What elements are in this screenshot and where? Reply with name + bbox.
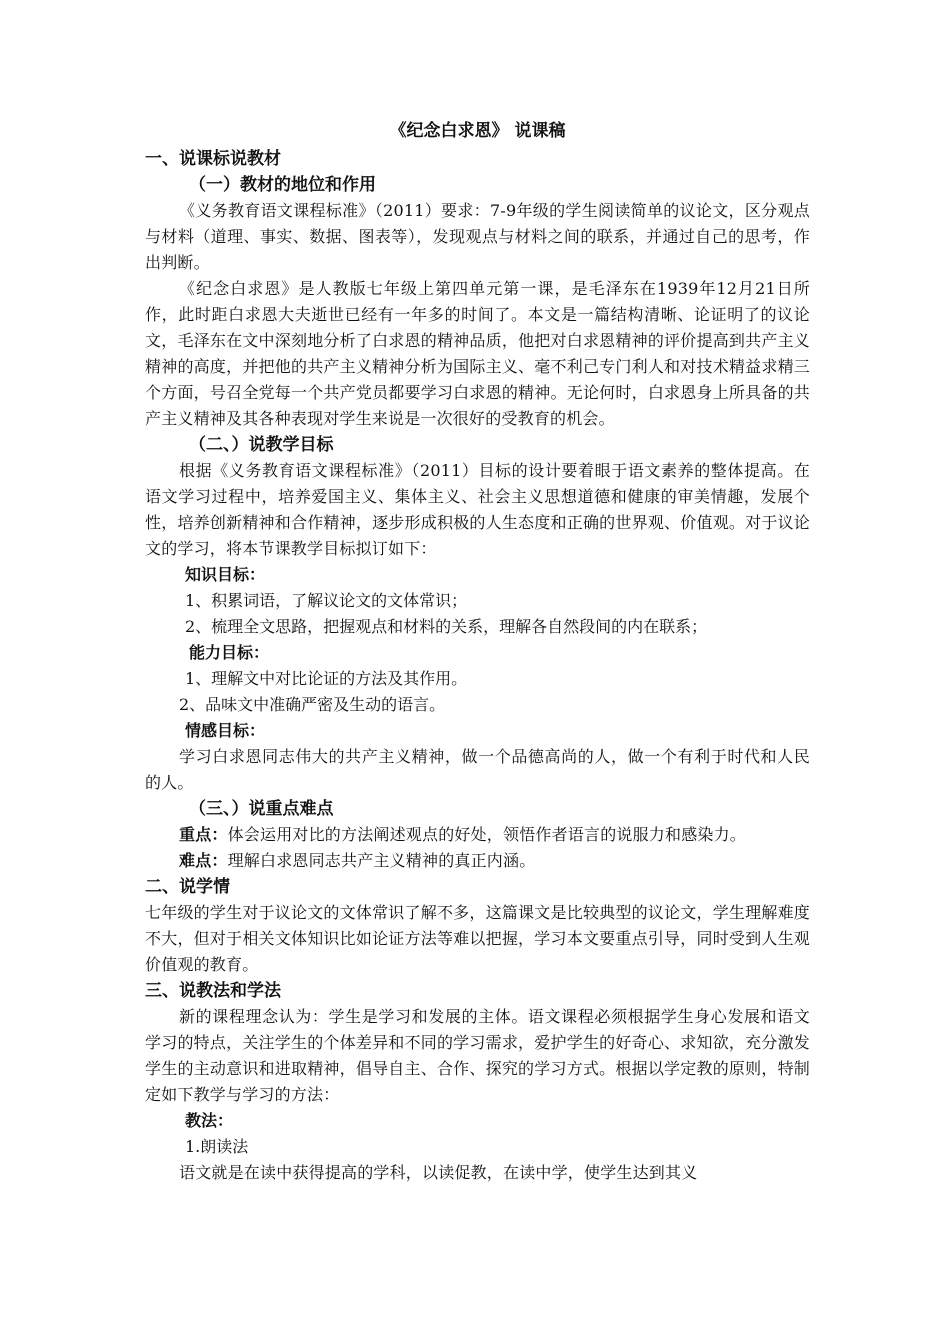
list-item: 1、积累词语，了解议论文的文体常识； xyxy=(185,591,468,610)
subsection-heading-1-2: （二、）说教学目标 xyxy=(189,435,334,455)
list-item: 1.朗读法 xyxy=(185,1137,249,1156)
difficulty-paragraph xyxy=(145,848,810,874)
ability-goals-label: 能力目标： xyxy=(189,643,270,662)
paragraph: 《义务教育语文课程标准》（2011）要求：7-9年级的学生阅读简单的议论文，区分观点与材料（道理、事实、数据、图表等），发现观点与材料之间的联系，并通过自己的思考，作出判断。 xyxy=(145,201,810,272)
key-point-label: 重点： xyxy=(179,825,228,844)
subsection-heading-1-1: （一）教材的地位和作用 xyxy=(189,175,376,195)
list-item: 1、理解文中对比论证的方法及其作用。 xyxy=(185,669,468,688)
list-item: 2、梳理全文思路，把握观点和材料的关系，理解各自然段间的内在联系； xyxy=(185,617,708,636)
difficulty-text: 理解白求恩同志共产主义精神的真正内涵。 xyxy=(227,851,536,870)
key-point-text: 体会运用对比的方法阐述观点的好处，领悟作者语言的说服力和感染力。 xyxy=(227,825,747,844)
paragraph: 新的课程理念认为：学生是学习和发展的主体。语文课程必须根据学生身心发展和语文学习的特点，关注学生的个体差异和不同的学习需求，爱护学生的好奇心、求知欲，充分激发学生的主动意识和进取精神，倡导自主、合作、探究的学习方式。根据以学定教的原则，特制定如下教学与学习的方法： xyxy=(145,1007,810,1104)
section-heading-3: 三、说教法和学法 xyxy=(145,981,281,1001)
paragraph: 七年级的学生对于议论文的文体常识了解不多，这篇课文是比较典型的议论文，学生理解难度不大，但对于相关文体知识比如论证方法等难以把握，学习本文要重点引导，同时受到人生观价值观的教育。 xyxy=(145,903,810,974)
document-title: 《纪念白求恩》 说课稿 xyxy=(389,121,566,141)
document-body xyxy=(145,116,810,1186)
key-point-paragraph xyxy=(145,822,810,848)
emotion-goals-label: 情感目标： xyxy=(185,721,266,740)
paragraph: 语文就是在读中获得提高的学科，以读促教，在读中学，使学生达到其义 xyxy=(179,1163,698,1182)
knowledge-goals-label: 知识目标： xyxy=(185,565,266,584)
list-item: 2、品味文中准确严密及生动的语言。 xyxy=(179,695,446,714)
subsection-heading-1-3: （三、）说重点难点 xyxy=(189,799,334,819)
paragraph: 《纪念白求恩》是人教版七年级上第四单元第一课，是毛泽东在1939年12月21日所作，此时距白求恩大夫逝世已经有一年多的时间了。本文是一篇结构清晰、论证明了的议论文，毛泽东在文中深刻地分析了白求恩的精神品质，他把对白求恩精神的评价提高到共产主义精神的高度，并把他的共产主义精神分析为国际主义、毫不利己专门利人和对技术精益求精三个方面，号召全党每一个共产党员都要学习白求恩的精神。无论何时，白求恩身上所具备的共产主义精神及其各种表现对学生来说是一次很好的受教育的机会。 xyxy=(145,279,810,428)
section-heading-1: 一、说课标说教材 xyxy=(145,149,281,169)
difficulty-label: 难点： xyxy=(179,851,228,870)
teaching-method-label: 教法： xyxy=(185,1111,234,1130)
paragraph: 学习白求恩同志伟大的共产主义精神，做一个品德高尚的人，做一个有利于时代和人民的人。 xyxy=(145,747,810,792)
section-heading-2: 二、说学情 xyxy=(145,877,230,897)
paragraph: 根据《义务教育语文课程标准》（2011）目标的设计要着眼于语文素养的整体提高。在语文学习过程中，培养爱国主义、集体主义、社会主义思想道德和健康的审美情趣，发展个性，培养创新精神和合作精神，逐步形成积极的人生态度和正确的世界观、价值观。对于议论文的学习，将本节课教学目标拟订如下： xyxy=(145,461,810,558)
